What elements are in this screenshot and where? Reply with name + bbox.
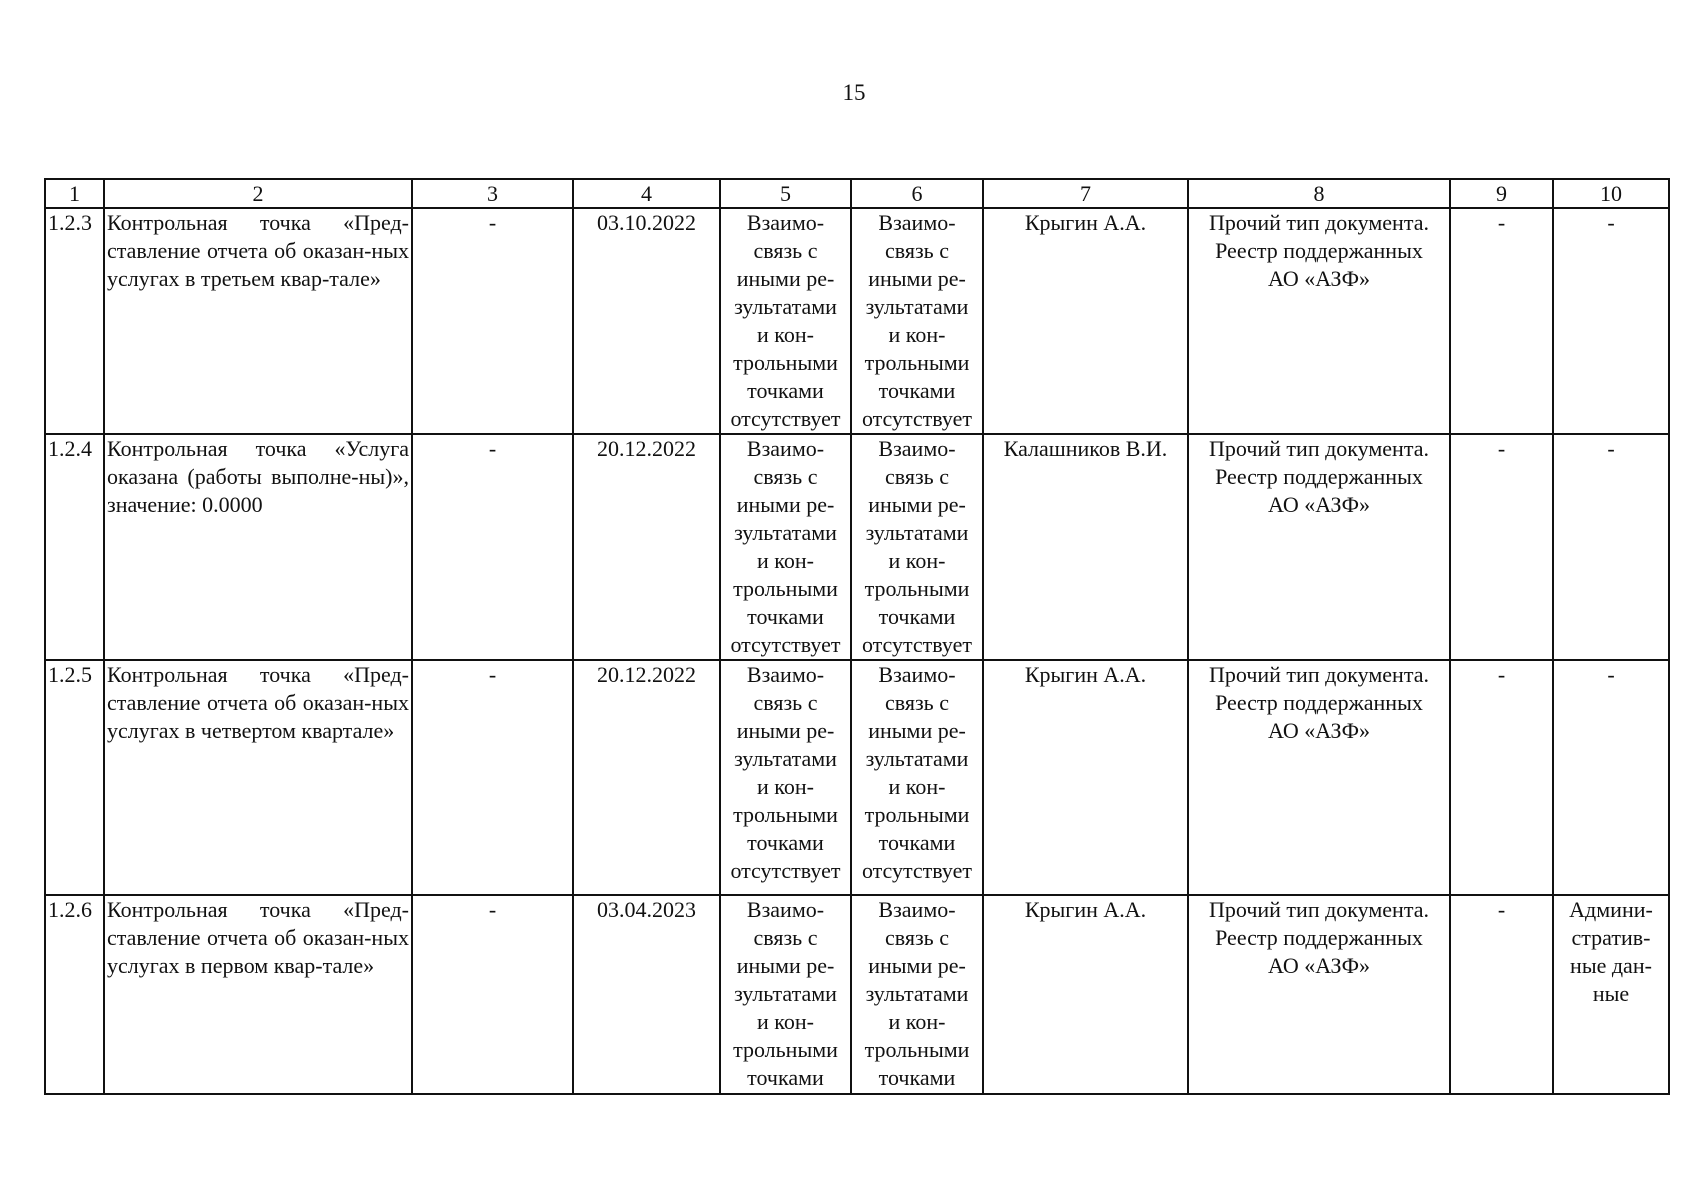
responsible-person: Калашников В.И. bbox=[983, 434, 1188, 660]
control-point-name: Контрольная точка «Пред-ставление отчета об оказан-ных услугах в первом квар-тале» bbox=[104, 895, 412, 1094]
header-cell: 2 bbox=[104, 179, 412, 208]
header-cell: 4 bbox=[573, 179, 720, 208]
control-point-name: Контрольная точка «Пред-ставление отчета об оказан-ных услугах в третьем квар-тале» bbox=[104, 208, 412, 434]
control-point-name: Контрольная точка «Услуга оказана (работы выполне-ны)», значение: 0.0000 bbox=[104, 434, 412, 660]
relationship-cell: Взаимо- связь с иными ре- зультатами и кон- трольными точками отсутствует bbox=[720, 208, 851, 434]
column-9-value: - bbox=[1450, 208, 1553, 434]
date-cell: 20.12.2022 bbox=[573, 434, 720, 660]
column-10-value: - bbox=[1553, 660, 1669, 895]
header-row bbox=[45, 179, 1669, 208]
column-10-value: - bbox=[1553, 208, 1669, 434]
header-cell: 8 bbox=[1188, 179, 1450, 208]
column-3-value: - bbox=[412, 208, 573, 434]
row-number: 1.2.5 bbox=[45, 660, 104, 895]
control-point-name: Контрольная точка «Пред-ставление отчета об оказан-ных услугах в четвертом квартале» bbox=[104, 660, 412, 895]
table-row bbox=[45, 895, 1669, 1094]
column-10-value: Админи- стратив- ные дан- ные bbox=[1553, 895, 1669, 1094]
document-type: Прочий тип документа. Реестр поддержанных АО «АЗФ» bbox=[1188, 660, 1450, 895]
document-type: Прочий тип документа. Реестр поддержанных АО «АЗФ» bbox=[1188, 434, 1450, 660]
relationship-cell: Взаимо- связь с иными ре- зультатами и кон- трольными точками отсутствует bbox=[851, 208, 983, 434]
header-cell: 3 bbox=[412, 179, 573, 208]
date-cell: 20.12.2022 bbox=[573, 660, 720, 895]
date-cell: 03.04.2023 bbox=[573, 895, 720, 1094]
control-points-table bbox=[44, 178, 1670, 1095]
document-type: Прочий тип документа. Реестр поддержанных АО «АЗФ» bbox=[1188, 208, 1450, 434]
table-row bbox=[45, 208, 1669, 434]
header-cell: 5 bbox=[720, 179, 851, 208]
table-row bbox=[45, 660, 1669, 895]
relationship-cell: Взаимо- связь с иными ре- зультатами и кон- трольными точками bbox=[851, 895, 983, 1094]
relationship-cell: Взаимо- связь с иными ре- зультатами и кон- трольными точками отсутствует bbox=[851, 660, 983, 895]
column-9-value: - bbox=[1450, 660, 1553, 895]
date-cell: 03.10.2022 bbox=[573, 208, 720, 434]
table-row bbox=[45, 434, 1669, 660]
relationship-cell: Взаимо- связь с иными ре- зультатами и кон- трольными точками отсутствует bbox=[851, 434, 983, 660]
column-3-value: - bbox=[412, 895, 573, 1094]
page-number: 15 bbox=[842, 80, 866, 105]
column-3-value: - bbox=[412, 434, 573, 660]
responsible-person: Крыгин А.А. bbox=[983, 208, 1188, 434]
responsible-person: Крыгин А.А. bbox=[983, 895, 1188, 1094]
column-3-value: - bbox=[412, 660, 573, 895]
relationship-cell: Взаимо- связь с иными ре- зультатами и кон- трольными точками bbox=[720, 895, 851, 1094]
column-9-value: - bbox=[1450, 895, 1553, 1094]
header-cell: 10 bbox=[1553, 179, 1669, 208]
header-cell: 1 bbox=[45, 179, 104, 208]
header-cell: 7 bbox=[983, 179, 1188, 208]
document-type: Прочий тип документа. Реестр поддержанных АО «АЗФ» bbox=[1188, 895, 1450, 1094]
header-cell: 6 bbox=[851, 179, 983, 208]
relationship-cell: Взаимо- связь с иными ре- зультатами и кон- трольными точками отсутствует bbox=[720, 434, 851, 660]
column-9-value: - bbox=[1450, 434, 1553, 660]
column-10-value: - bbox=[1553, 434, 1669, 660]
row-number: 1.2.3 bbox=[45, 208, 104, 434]
header-cell: 9 bbox=[1450, 179, 1553, 208]
relationship-cell: Взаимо- связь с иными ре- зультатами и кон- трольными точками отсутствует bbox=[720, 660, 851, 895]
row-number: 1.2.4 bbox=[45, 434, 104, 660]
responsible-person: Крыгин А.А. bbox=[983, 660, 1188, 895]
row-number: 1.2.6 bbox=[45, 895, 104, 1094]
